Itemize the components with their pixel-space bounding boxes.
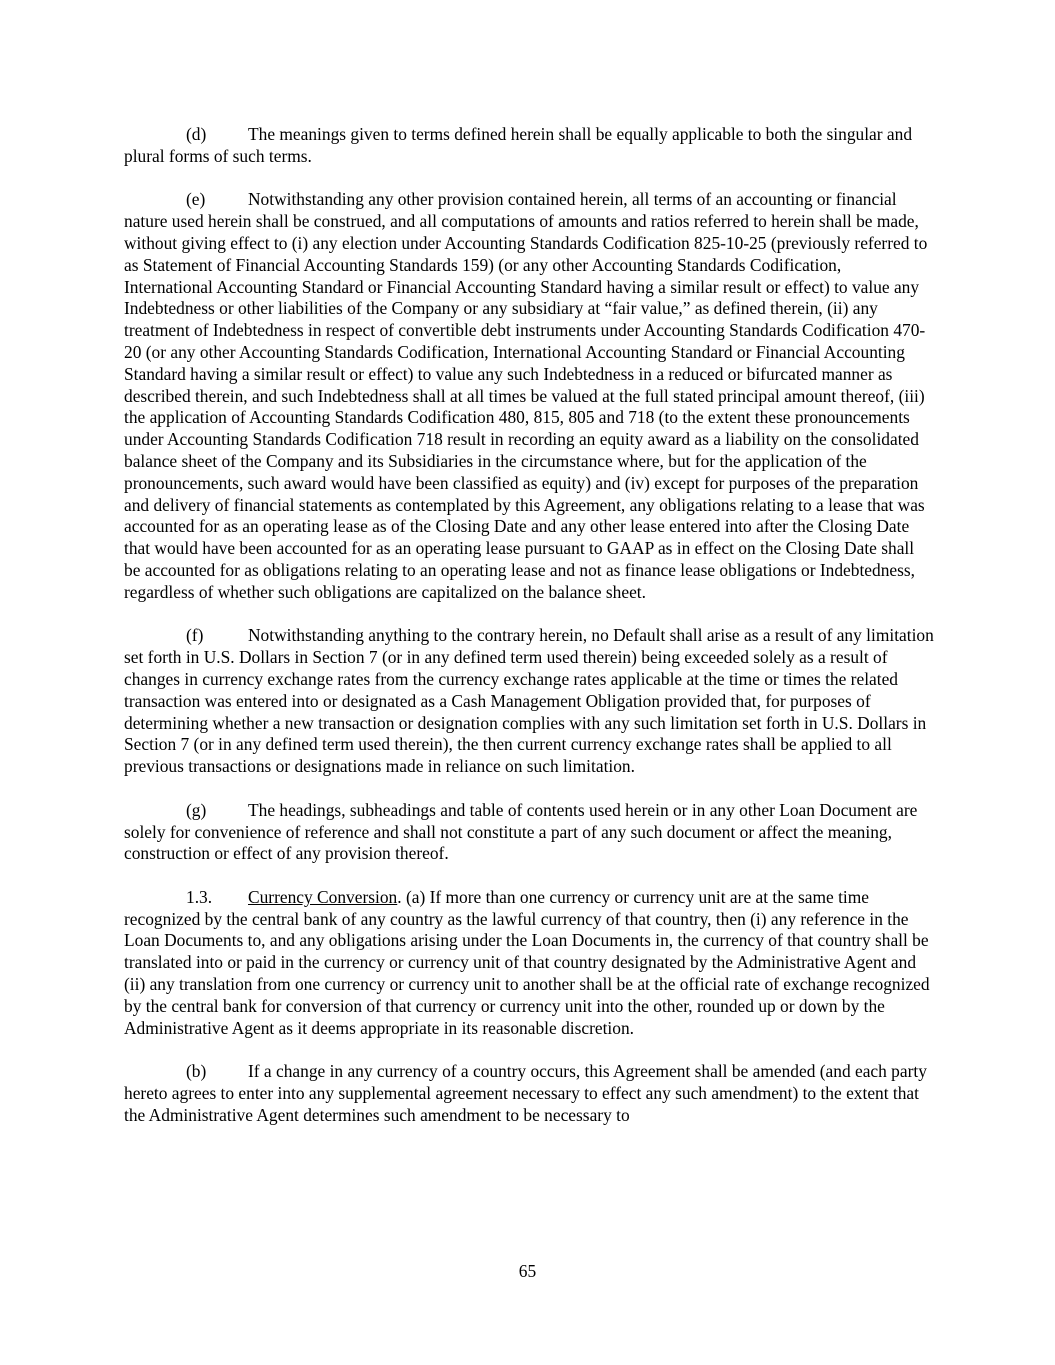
paragraph-e xyxy=(124,189,934,603)
paragraph-d xyxy=(124,124,934,168)
paragraph-label: (d) xyxy=(186,124,207,144)
paragraph-g xyxy=(124,800,934,865)
section-number: 1.3. xyxy=(186,886,213,907)
section-text: . (a) If more than one currency or currency unit are at the same time recognized by the central bank of any country as the lawful currency of that country, then (i) any reference in the Loan Documents to, and any obligations arising under the Loan Documents in, the currency of that country shall be translated into or paid in the currency or currency unit of that country designated by the Administrative Agent and (ii) any translation from one currency or currency unit to another shall be at the official rate of exchange recognized by the central bank for conversion of that currency or currency unit into the other, rounded up or down by the Administrative Agent as it deems appropriate in its reasonable discretion. xyxy=(124,886,930,1038)
document-page xyxy=(124,124,934,1148)
section-title: Currency Conversion xyxy=(248,886,398,907)
paragraph-text: Notwithstanding anything to the contrary herein, no Default shall arise as a result of any limitation set forth in U.S. Dollars in Section 7 (or in any defined term used therein) being exceeded solely as a result of changes in currency exchange rates from the currency exchange rates applicable at the time or times the related transaction was entered into or designated as a Cash Management Obligation provided that, for purposes of determining whether a new transaction or designation complies with any such limitation set forth in U.S. Dollars in Section 7 (or in any defined term used therein), the then current currency exchange rates shall be applied to all previous transactions or designations made in reliance on such limitation. xyxy=(124,625,934,777)
paragraph-label: (b) xyxy=(186,1061,207,1082)
paragraph-label: (f) xyxy=(186,625,204,646)
page-number: 65 xyxy=(518,1261,537,1281)
paragraph-f xyxy=(124,625,934,778)
paragraph-b xyxy=(124,1061,934,1126)
paragraph-label: (g) xyxy=(186,799,207,820)
paragraph-text: The headings, subheadings and table of contents used herein or in any other Loan Document are solely for convenience of reference and shall not constitute a part of any such document or affect the meaning, construction or effect of any provision thereof. xyxy=(124,799,918,864)
paragraph-text: Notwithstanding any other provision contained herein, all terms of an accounting or financial nature used herein shall be construed, and all computations of amounts and ratios referred to herein shall be made, without giving effect to (i) any election under Accounting Standards Codification 825-10-25 (previously referred to as Statement of Financial Accounting Standards 159) (or any other Accounting Standards Codification, International Accounting Standard or Financial Accounting Standard having a similar result or effect) to value any Indebtedness or other liabilities of the Company or any subsidiary at “fair value,” as defined therein, (ii) any treatment of Indebtedness in respect of convertible debt instruments under Accounting Standards Codification 470-20 (or any other Accounting Standards Codification, International Accounting Standard or Financial Accounting Standard having a similar result or effect) to value any such Indebtedness in a reduced or bifurcated manner as described therein, and such Indebtedness shall at all times be valued at the full stated principal amount thereof, (iii) the application of Accounting Standards Codification 480, 815, 805 and 718 (to the extent these pronouncements under Accounting Standards Codification 718 result in recording an equity award as a liability on the consolidated balance sheet of the Company and its Subsidiaries in the circumstance where, but for the application of the pronouncements, such award would have been classified as equity) and (iv) except for purposes of the preparation and delivery of financial statements as contemplated by this Agreement, any obligations relating to a lease that was accounted for as an operating lease as of the Closing Date and any other lease entered into after the Closing Date that would have been accounted for as an operating lease pursuant to GAAP as in effect on the Closing Date shall be accounted for as obligations relating to an operating lease and not as finance lease obligations or Indebtedness, regardless of whether such obligations are capitalized on the balance sheet. xyxy=(124,189,928,602)
paragraph-text: The meanings given to terms defined herein shall be equally applicable to both the singular and plural forms of such terms. xyxy=(124,124,913,166)
paragraph-label: (e) xyxy=(186,189,206,210)
paragraph-text: If a change in any currency of a country occurs, this Agreement shall be amended (and each party hereto agrees to enter into any supplemental agreement necessary to effect any such amendment) to the extent that the Administrative Agent determines such amendment to be necessary to xyxy=(124,1061,927,1125)
section-1-3 xyxy=(124,887,934,1040)
